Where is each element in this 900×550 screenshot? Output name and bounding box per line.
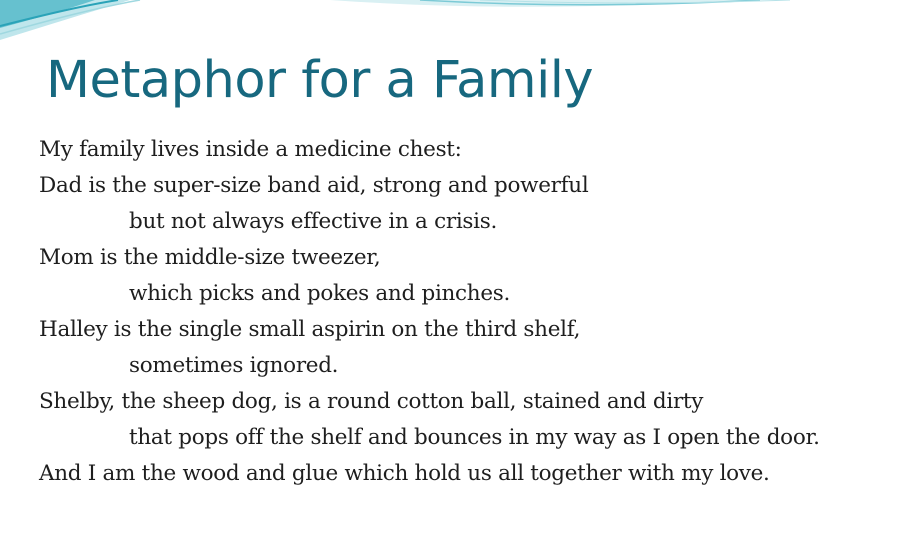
poem-line: My family lives inside a medicine chest: [39,137,462,162]
poem-line: Shelby, the sheep dog, is a round cotton ball, stained and dirty [39,389,704,414]
poem-body [39,132,889,492]
poem-line-indented: sometimes ignored. [129,353,339,378]
poem-line: Dad is the super-size band aid, strong and powerful [39,173,589,198]
poem-line-indented: that pops off the shelf and bounces in my way as I open the door. [129,425,820,450]
poem-line: And I am the wood and glue which hold us all together with my love. [39,461,770,486]
poem-line: Halley is the single small aspirin on the third shelf, [39,317,581,342]
poem-line-indented: which picks and pokes and pinches. [129,281,511,306]
poem-line-indented: but not always effective in a crisis. [129,209,497,234]
slide-title: Metaphor for a Family [46,51,594,110]
poem-line: Mom is the middle-size tweezer, [39,245,381,270]
